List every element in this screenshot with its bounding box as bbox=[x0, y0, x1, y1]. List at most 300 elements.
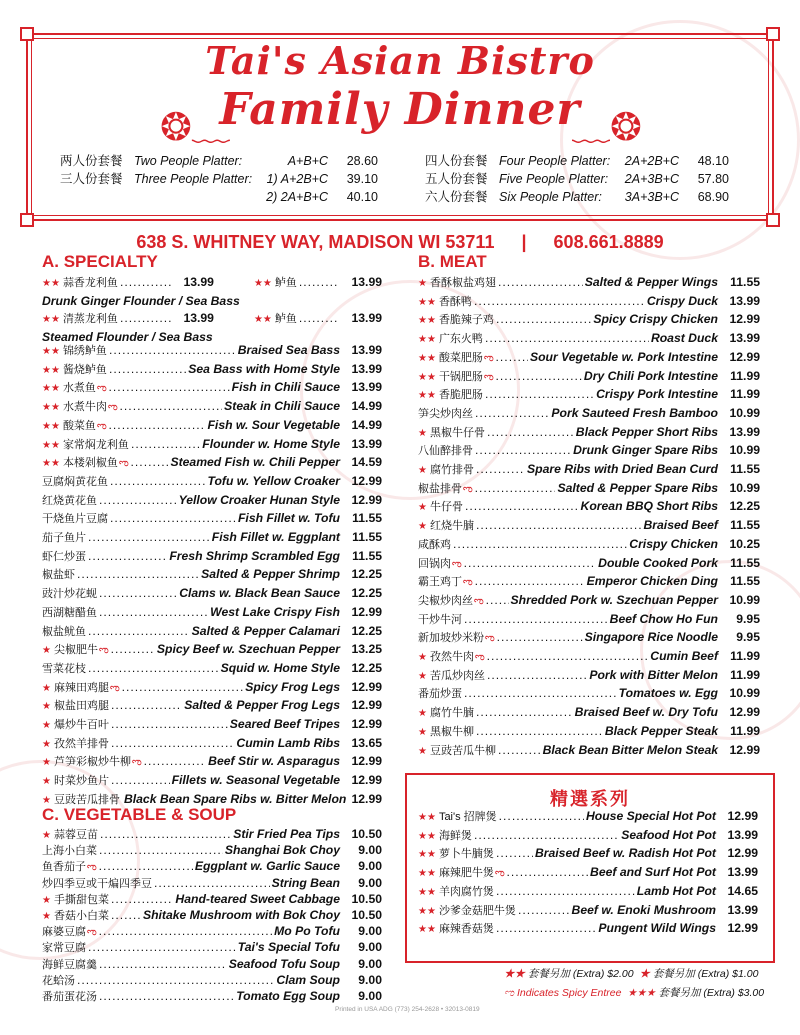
menu-item bbox=[418, 648, 760, 667]
item-price: 9.00 bbox=[358, 875, 382, 890]
dot-leader bbox=[131, 454, 169, 472]
item-chinese-name: 香酥鸭 bbox=[438, 295, 472, 308]
menu-item bbox=[418, 274, 760, 293]
dot-leader bbox=[109, 379, 230, 397]
spicy-legend: Indicates Spicy Entree bbox=[516, 987, 622, 999]
spicy-icon: ಌ bbox=[109, 682, 120, 694]
spicy-icon: ಌ bbox=[87, 927, 97, 939]
item-price: 12.99 bbox=[729, 349, 760, 364]
stars-icon: ★★ bbox=[418, 371, 436, 383]
item-chinese-name: 黑椒牛柳 bbox=[429, 725, 474, 738]
item-price: 13.99 bbox=[351, 343, 382, 357]
stars-icon: ★ bbox=[418, 670, 427, 682]
dot-leader bbox=[497, 629, 583, 647]
item-english-name: Crispy Pork Intestine bbox=[596, 387, 718, 402]
spicy-icon: ಌ bbox=[483, 371, 494, 383]
item-chinese-name: 孜然牛肉 bbox=[429, 651, 474, 664]
item-price: 13.99 bbox=[729, 293, 760, 308]
dot-leader bbox=[464, 611, 608, 629]
item-english-name: Seafood Tofu Soup bbox=[228, 956, 340, 971]
item-english-name: Beef Chow Ho Fun bbox=[609, 611, 718, 626]
item-chinese-name: 番茄炒蛋 bbox=[418, 688, 462, 701]
dot-leader bbox=[486, 592, 509, 610]
dot-leader bbox=[111, 716, 228, 734]
item-price: 11.55 bbox=[730, 518, 760, 533]
menu-item bbox=[42, 697, 382, 716]
spicy-icon: ಌ bbox=[463, 483, 473, 495]
item-price: 9.00 bbox=[358, 940, 382, 955]
item-price: 13.99 bbox=[351, 436, 382, 451]
meat-list bbox=[418, 274, 760, 760]
item-english-name: Stir Fried Pea Tips bbox=[233, 827, 340, 841]
item-price: 9.00 bbox=[358, 843, 382, 858]
dot-leader bbox=[465, 498, 579, 516]
stars-icon: ★★ bbox=[42, 458, 60, 470]
item-price: 13.99 bbox=[351, 380, 382, 395]
menu-item bbox=[418, 902, 758, 921]
dot-leader bbox=[475, 442, 571, 460]
item-chinese-name: 酱烧鲈鱼 bbox=[62, 363, 107, 376]
menu-item bbox=[418, 311, 760, 330]
platter-name: Two People Platter: bbox=[134, 154, 243, 168]
stars-icon: ★ bbox=[418, 652, 427, 664]
item-english-name: Fish Fillet w. Tofu bbox=[237, 511, 340, 526]
specialty-list bbox=[42, 342, 382, 810]
platter-price: 28.60 bbox=[346, 154, 378, 168]
stars-icon: ★★ bbox=[418, 812, 436, 823]
stars-icon: ★★ bbox=[418, 315, 436, 327]
item-english-name: Black Bean Spare Ribs w. Bitter Melon bbox=[123, 791, 347, 806]
dot-leader bbox=[99, 492, 177, 510]
extra-cn: 套餐另加 bbox=[652, 968, 695, 980]
menu-item bbox=[42, 454, 382, 473]
platter-cn: 六人份套餐 bbox=[425, 190, 488, 204]
menu-item bbox=[42, 660, 382, 679]
menu-item bbox=[42, 604, 382, 623]
item-price: 12.99 bbox=[351, 698, 382, 713]
item-english-name: Fish Fillet w. Eggplant bbox=[211, 530, 340, 545]
item-price: 12.99 bbox=[351, 604, 382, 619]
dot-leader bbox=[487, 648, 649, 666]
stars-icon: ★ bbox=[42, 720, 51, 732]
item-price: 13.99 bbox=[183, 311, 214, 326]
item-english-name: Sour Vegetable w. Pork Intestine bbox=[529, 349, 718, 364]
platter-name bbox=[134, 188, 258, 206]
item-chinese-name: 牛仔骨 bbox=[429, 501, 463, 514]
item-chinese-name: 手撕甜包菜 bbox=[53, 893, 109, 906]
dot-leader bbox=[88, 623, 190, 641]
menu-item bbox=[42, 379, 382, 398]
stars: ★★★ bbox=[627, 987, 656, 999]
dot-leader bbox=[475, 405, 549, 423]
item-chinese-name: 上海小白菜 bbox=[42, 845, 97, 858]
platter-combo: 1) A+2B+C bbox=[266, 172, 328, 186]
platter-combo: 2A+3B+C bbox=[624, 172, 679, 186]
swirl-left-icon: ❂﹏ bbox=[160, 107, 230, 149]
item-chinese-name: 豉汁炒花蚬 bbox=[42, 588, 97, 601]
dot-leader bbox=[99, 585, 177, 603]
item-chinese-name: 豆豉苦瓜牛柳 bbox=[429, 744, 496, 757]
dot-leader bbox=[474, 827, 619, 845]
item-chinese-name: 腐竹排骨 bbox=[429, 464, 474, 477]
item-price: 12.99 bbox=[729, 742, 760, 757]
phone: 608.661.8889 bbox=[553, 232, 664, 252]
menu-item bbox=[42, 973, 382, 989]
platter-price: 39.10 bbox=[346, 172, 378, 186]
item-english-name: Steamed Fish w. Chili Pepper bbox=[170, 455, 340, 470]
item-english-name: Yellow Croaker Hunan Style bbox=[178, 492, 340, 507]
stars-icon: ★★ bbox=[418, 390, 436, 402]
item-english-name: Black Pepper Steak bbox=[604, 723, 718, 738]
menu-item bbox=[42, 989, 382, 1005]
item-chinese-name: 蒜香龙利鱼 bbox=[62, 277, 118, 289]
spicy-icon: ಌ bbox=[494, 868, 505, 880]
frame-corner bbox=[766, 213, 780, 227]
menu-item bbox=[42, 417, 382, 436]
platter-price: 40.10 bbox=[346, 190, 378, 204]
item-price: 12.25 bbox=[351, 623, 382, 638]
menu-item bbox=[418, 704, 760, 723]
item-price: 11.99 bbox=[730, 723, 760, 738]
item-chinese-name: 八仙醉排骨 bbox=[418, 445, 473, 458]
menu-item bbox=[42, 585, 382, 604]
item-price: 11.99 bbox=[730, 649, 760, 664]
platter-cn: 五人份套餐 bbox=[425, 172, 488, 186]
item-english-name: Emperor Chicken Ding bbox=[586, 574, 718, 589]
menu-item bbox=[418, 920, 758, 939]
stars-icon: ★★ bbox=[42, 383, 60, 395]
item-price: 13.99 bbox=[727, 902, 758, 917]
menu-item bbox=[42, 398, 382, 417]
dot-leader bbox=[496, 368, 582, 386]
item-english-name: Beef w. Enoki Mushroom bbox=[571, 902, 716, 917]
menu-item bbox=[418, 536, 760, 555]
menu-item bbox=[42, 827, 382, 843]
item-english-name: Spicy Frog Legs bbox=[245, 679, 340, 694]
item-chinese-name: 水煮牛肉 bbox=[62, 401, 107, 414]
dot-leader bbox=[109, 417, 206, 435]
stars-icon: ★★ bbox=[418, 868, 436, 880]
item-chinese-name: 回锅肉 bbox=[418, 557, 451, 570]
item-english-name: Black Pepper Short Ribs bbox=[575, 424, 718, 439]
menu-item bbox=[42, 436, 382, 455]
item-price: 12.99 bbox=[729, 705, 760, 720]
dot-leader bbox=[122, 679, 244, 697]
separator: | bbox=[521, 232, 527, 252]
item-english-name: Steak in Chili Sauce bbox=[224, 399, 340, 414]
stars-icon: ★★ bbox=[42, 420, 60, 432]
item-chinese-name: 萝卜牛腩煲 bbox=[438, 848, 494, 861]
item-english-name: Tomato Egg Soup bbox=[236, 989, 340, 1004]
stars-icon: ★ bbox=[42, 645, 51, 657]
stars-icon: ★★ bbox=[253, 278, 272, 289]
item-chinese-name: 苦瓜炒肉丝 bbox=[429, 669, 485, 682]
menu-item bbox=[418, 330, 760, 349]
item-price: 12.99 bbox=[727, 921, 758, 936]
stars-icon: ★★ bbox=[42, 278, 60, 289]
item-english-name: Korean BBQ Short Ribs bbox=[580, 499, 718, 514]
item-english-name: Crispy Duck bbox=[646, 293, 718, 308]
platter-name: Six People Platter: bbox=[499, 190, 602, 204]
item-chinese-name: 新加坡炒米粉 bbox=[418, 632, 484, 645]
spicy-icon: ಌ bbox=[463, 577, 473, 589]
specialty-top-list bbox=[42, 274, 382, 347]
item-chinese-name: 麻辣田鸡腿 bbox=[53, 681, 109, 694]
item-chinese-name: 花蛤汤 bbox=[42, 974, 75, 987]
item-chinese-name: 酸菜鱼 bbox=[62, 419, 96, 432]
menu-item bbox=[42, 892, 382, 908]
item-price: 11.99 bbox=[730, 387, 760, 402]
stars-icon: ★ bbox=[418, 708, 427, 720]
stars-icon: ★★ bbox=[418, 924, 436, 936]
printed-note: Printed in USA ADG (773) 254-2628 • 32013-0819 bbox=[335, 1006, 480, 1013]
platter-row bbox=[60, 152, 380, 170]
platter-cn: 三人份套餐 bbox=[60, 172, 123, 186]
item-english-name: Beef and Surf Hot Pot bbox=[590, 865, 716, 880]
item-price: 10.50 bbox=[351, 891, 382, 906]
item-english-name: Braised Beef bbox=[643, 518, 718, 533]
item-price: 13.25 bbox=[351, 642, 382, 657]
menu-item bbox=[42, 843, 382, 859]
dot-leader bbox=[487, 667, 587, 685]
platter-row bbox=[60, 170, 380, 188]
spicy-icon: ಌ bbox=[118, 458, 129, 470]
dot-leader bbox=[464, 685, 617, 703]
item-price: 12.99 bbox=[351, 717, 382, 732]
item-chinese-name: 椒盐排骨 bbox=[418, 482, 462, 495]
item-price: 13.99 bbox=[183, 275, 214, 289]
item-price: 11.55 bbox=[730, 555, 760, 570]
menu-item bbox=[418, 480, 760, 499]
item-english-name: Braised Sea Bass bbox=[237, 343, 340, 357]
menu-item bbox=[42, 876, 382, 892]
item-price: 14.59 bbox=[351, 455, 382, 470]
stars-icon: ★ bbox=[42, 911, 51, 923]
item-price: 12.25 bbox=[729, 499, 760, 514]
menu-item bbox=[42, 679, 382, 698]
item-price: 12.99 bbox=[351, 473, 382, 488]
item-english-name: Clam Soup bbox=[276, 972, 340, 987]
dot-leader bbox=[496, 845, 533, 863]
extra-notes-2 bbox=[504, 985, 764, 1000]
dot-leader bbox=[518, 902, 570, 920]
item-english-name: Steamed Flounder / Sea Bass bbox=[42, 330, 213, 345]
item-english-name: Hand-teared Sweet Cabbage bbox=[175, 891, 340, 906]
item-chinese-name: 西湖糖醋鱼 bbox=[42, 606, 97, 619]
item-english-name: Spicy Crispy Chicken bbox=[593, 312, 718, 327]
item-chinese-name: 茄子鱼片 bbox=[42, 532, 86, 545]
menu-item bbox=[42, 924, 382, 940]
item-english-name: Fresh Shrimp Scrambled Egg bbox=[169, 548, 340, 563]
spicy-icon: ಌ bbox=[485, 633, 495, 645]
item-english-name: Salted & Pepper Shrimp bbox=[201, 567, 340, 582]
stars-icon: ★ bbox=[418, 726, 427, 738]
item-price: 9.00 bbox=[358, 956, 382, 971]
platter-cn: 两人份套餐 bbox=[60, 154, 123, 168]
item-chinese-name: 椒盐田鸡腿 bbox=[53, 700, 109, 713]
item-chinese-name: 红烧牛腩 bbox=[429, 520, 474, 533]
item-english-name: Eggplant w. Garlic Sauce bbox=[194, 859, 340, 874]
item-chinese-name: 海鲜豆腐羹 bbox=[42, 958, 97, 971]
stars-icon: ★ bbox=[42, 894, 51, 906]
dot-leader bbox=[110, 473, 205, 491]
spicy-icon: ಌ bbox=[107, 402, 118, 414]
item-price: 12.99 bbox=[351, 754, 382, 769]
item-price: 12.25 bbox=[351, 660, 382, 675]
stars-icon: ★ bbox=[42, 757, 51, 769]
extra-cn: 套餐另加 bbox=[527, 968, 570, 980]
item-chinese-name: 孜然羊排骨 bbox=[53, 737, 109, 750]
menu-item bbox=[42, 473, 382, 492]
dot-leader bbox=[111, 908, 141, 923]
item-english-name: Lamb Hot Pot bbox=[636, 883, 716, 898]
item-english-name: Salted & Pepper Spare Ribs bbox=[557, 480, 718, 495]
dot-leader bbox=[496, 349, 528, 367]
item-chinese-name: 椒盐虾 bbox=[42, 569, 75, 582]
dot-leader bbox=[453, 536, 627, 554]
dot-leader bbox=[77, 973, 274, 988]
menu-item bbox=[42, 274, 382, 293]
extra-text: (Extra) $2.00 bbox=[572, 968, 634, 980]
item-english-name: Dry Chili Pork Intestine bbox=[583, 368, 718, 383]
platter-name: Five People Platter: bbox=[499, 172, 609, 186]
item-english-name: Drunk Ginger Flounder / Sea Bass bbox=[42, 293, 240, 308]
item-chinese-name: 番茄蛋花汤 bbox=[42, 991, 97, 1004]
dot-leader bbox=[144, 753, 207, 771]
stars-icon: ★ bbox=[418, 427, 427, 439]
dot-leader bbox=[111, 772, 170, 790]
item-chinese-name: 尖椒肥牛 bbox=[53, 644, 98, 657]
item-chinese-name: 水煮鱼 bbox=[62, 382, 96, 395]
dot-leader bbox=[154, 876, 270, 891]
menu-item bbox=[42, 310, 382, 329]
menu-item bbox=[42, 361, 382, 380]
extra-notes-1 bbox=[504, 966, 758, 981]
dot-leader bbox=[496, 883, 635, 901]
item-english-name: Sea Bass with Home Style bbox=[188, 361, 340, 376]
dot-leader bbox=[485, 386, 594, 404]
section-a-title: A. SPECIALTY bbox=[42, 252, 158, 271]
stars-icon: ★★ bbox=[418, 849, 436, 861]
item-chinese-name: 咸酥鸡 bbox=[418, 538, 451, 551]
stars-icon: ★ bbox=[418, 465, 427, 477]
item-english-name: Crispy Chicken bbox=[629, 536, 718, 551]
item-chinese-name: 家常焖龙利鱼 bbox=[62, 438, 129, 451]
dot-leader bbox=[464, 555, 597, 573]
item-price: 12.99 bbox=[351, 791, 382, 806]
item-price: 14.99 bbox=[351, 399, 382, 414]
dot-leader bbox=[120, 310, 172, 328]
menu-item bbox=[42, 753, 382, 772]
platter-cn: 四人份套餐 bbox=[425, 154, 488, 168]
menu-item bbox=[42, 908, 382, 924]
menu-item bbox=[418, 442, 760, 461]
item-english-name: Spicy Beef w. Szechuan Pepper bbox=[156, 642, 340, 657]
platter-combo: A+B+C bbox=[287, 154, 328, 168]
item-chinese-name: 麻辣肥牛煲 bbox=[438, 867, 494, 880]
item-price: 13.99 bbox=[351, 311, 382, 326]
stars-icon: ★ bbox=[418, 521, 427, 533]
item-english-name: Clams w. Black Bean Sauce bbox=[179, 586, 340, 601]
dot-leader bbox=[100, 827, 231, 842]
item-english-name: Beef Stir w. Asparagus bbox=[208, 754, 340, 769]
spicy-icon: ಌ bbox=[504, 987, 515, 999]
stars-icon: ★★ bbox=[418, 352, 436, 364]
menu-item bbox=[418, 349, 760, 368]
item-english-name: Fillets w. Seasonal Vegetable bbox=[171, 773, 340, 788]
item-price: 9.00 bbox=[358, 972, 382, 987]
dot-leader bbox=[88, 529, 210, 547]
dot-leader bbox=[88, 940, 236, 955]
item-chinese-name: 雪菜花枝 bbox=[42, 662, 86, 675]
item-chinese-name: 清蒸龙利鱼 bbox=[62, 313, 118, 326]
menu-item bbox=[418, 555, 760, 574]
dot-leader bbox=[476, 517, 642, 535]
spicy-icon: ಌ bbox=[483, 352, 494, 364]
item-chinese-name: 麻婆豆腐 bbox=[42, 926, 86, 939]
item-english-name: Spare Ribs with Dried Bean Curd bbox=[527, 462, 718, 477]
extra-text: (Extra) $3.00 bbox=[703, 987, 765, 999]
item-price: 12.99 bbox=[351, 773, 382, 788]
platter-combo: 3A+3B+C bbox=[624, 190, 679, 204]
address: 638 S. WHITNEY WAY, MADISON WI 53711 bbox=[136, 232, 495, 252]
item-english-name: West Lake Crispy Fish bbox=[210, 604, 340, 619]
item-english-name: Pork with Bitter Melon bbox=[589, 667, 718, 682]
menu-item bbox=[42, 510, 382, 529]
item-chinese-name: 本楼剁椒鱼 bbox=[62, 457, 118, 470]
dot-leader bbox=[99, 989, 234, 1004]
menu-item bbox=[42, 548, 382, 567]
dot-leader bbox=[499, 808, 584, 826]
item-chinese-name: 鲈鱼 bbox=[274, 313, 297, 326]
dot-leader bbox=[507, 864, 589, 882]
item-chinese-name: 红烧黄花鱼 bbox=[42, 494, 97, 507]
item-english-name: Fish w. Sour Vegetable bbox=[207, 417, 340, 432]
menu-item bbox=[418, 808, 758, 827]
item-english-name: Shitake Mushroom with Bok Choy bbox=[142, 908, 340, 923]
item-price: 11.55 bbox=[730, 275, 760, 289]
dot-leader bbox=[99, 843, 223, 858]
dot-leader bbox=[99, 604, 208, 622]
item-price: 11.55 bbox=[352, 530, 382, 545]
item-price: 10.50 bbox=[351, 827, 382, 841]
menu-item bbox=[418, 611, 760, 630]
dot-leader bbox=[99, 957, 227, 972]
dot-leader bbox=[111, 641, 155, 659]
item-english-name: Roast Duck bbox=[650, 331, 718, 346]
extra-text: (Extra) $1.00 bbox=[697, 968, 759, 980]
item-price: 11.99 bbox=[730, 667, 760, 682]
item-price: 14.99 bbox=[351, 417, 382, 432]
item-english-name: Squid w. Home Style bbox=[220, 660, 340, 675]
platter-combo: 2) 2A+B+C bbox=[266, 190, 328, 204]
platter-row bbox=[425, 188, 745, 206]
spicy-icon: ಌ bbox=[452, 558, 462, 570]
item-english-name: Singapore Rice Noodle bbox=[584, 630, 718, 645]
item-price: 10.50 bbox=[351, 908, 382, 923]
menu-item bbox=[418, 883, 758, 902]
stars-icon: ★★ bbox=[42, 439, 60, 451]
stars-icon: ★ bbox=[42, 830, 51, 841]
platter-cn bbox=[60, 188, 134, 206]
item-price: 11.55 bbox=[730, 462, 760, 477]
platter-name: Four People Platter: bbox=[499, 154, 611, 168]
item-price: 12.25 bbox=[351, 567, 382, 582]
dot-leader bbox=[496, 311, 591, 329]
menu-item bbox=[42, 735, 382, 754]
item-price: 11.55 bbox=[352, 548, 382, 563]
extra-cn: 套餐另加 bbox=[658, 987, 701, 999]
